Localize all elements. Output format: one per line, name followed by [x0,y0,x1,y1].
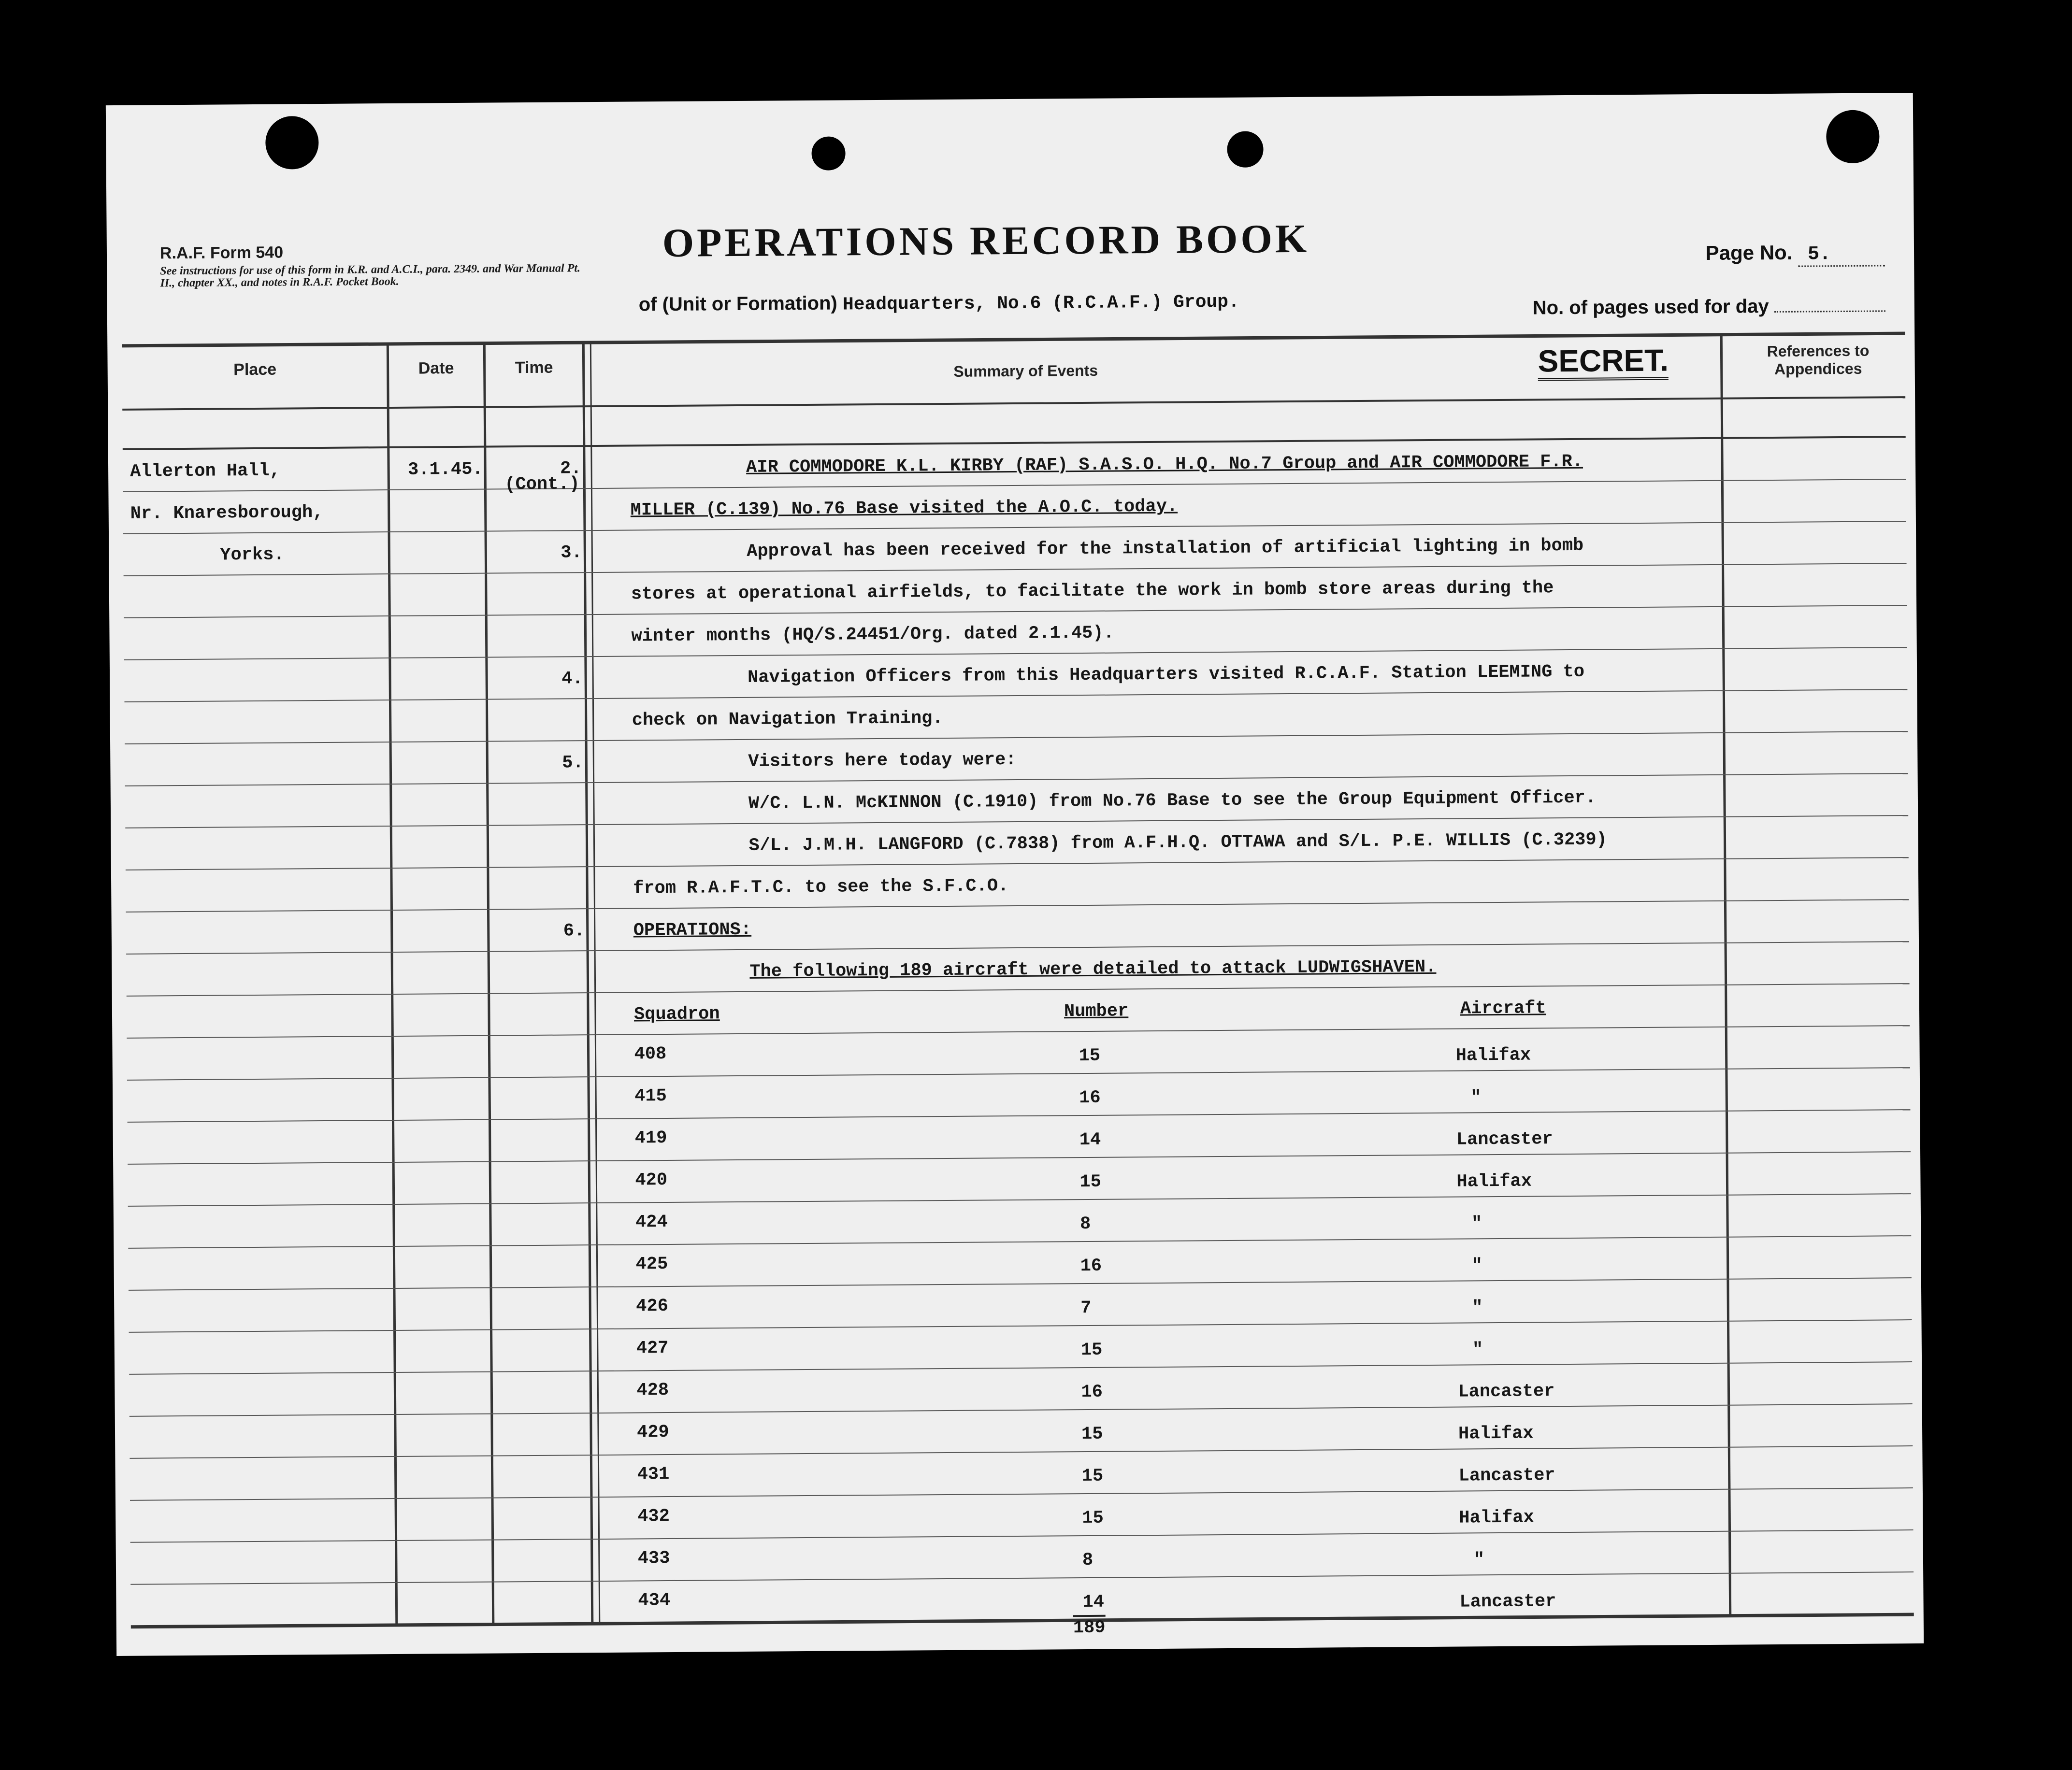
classification-stamp: SECRET. [1538,343,1669,381]
ops-aircraft: " [1473,1550,1485,1570]
ops-squadron: 419 [634,1128,667,1149]
ops-aircraft: " [1471,1256,1483,1276]
summary-line: AIR COMMODORE K.L. KIRBY (RAF) S.A.S.O. H.Q. No.7 Group and AIR COMMODORE F.R. [746,451,1583,478]
ops-squadron: 434 [638,1590,671,1611]
ops-squadron: 429 [636,1422,669,1443]
ops-squadron: 431 [637,1464,670,1485]
ops-header-number: Number [1064,1001,1129,1022]
ops-squadron: 426 [636,1296,668,1317]
ops-squadron: 408 [634,1044,667,1065]
summary-line: The following 189 aircraft were detailed to attack LUDWIGSHAVEN. [749,956,1437,982]
page-number-label: Page No. [1705,241,1793,264]
place-line: Yorks. [220,544,285,566]
ops-aircraft: Lancaster [1459,1591,1556,1613]
ops-aircraft: Halifax [1456,1171,1532,1192]
pages-used-label: No. of pages used for day [1532,296,1769,319]
ops-number: 7 [1080,1298,1092,1319]
ops-number: 15 [1079,1171,1102,1193]
time-note: (Cont.) [504,474,580,495]
place-line: Nr. Knaresborough, [130,502,324,524]
ops-number: 16 [1079,1087,1101,1109]
entry-number: 4. [561,669,583,689]
ops-number: 8 [1082,1550,1094,1571]
ops-squadron: 433 [637,1548,670,1569]
ops-aircraft: Lancaster [1458,1465,1555,1486]
ops-number: 16 [1081,1382,1103,1403]
record-sheet [106,93,1924,1656]
ops-squadron: 415 [634,1086,667,1107]
entry-number: 3. [561,542,582,563]
entry-number: 2. [560,458,582,479]
col-header-time: Time [515,358,553,377]
ops-header-squadron: Squadron [633,1004,720,1025]
summary-line: Visitors here today were: [748,749,1017,772]
summary-line: S/L. J.M.H. LANGFORD (C.7838) from A.F.H.Q. OTTAWA and S/L. P.E. WILLIS (C.3239) [748,829,1607,856]
summary-line: Approval has been received for the installation of artificial lighting in bomb [747,535,1584,562]
entry-number: 6. [563,921,585,942]
ops-aircraft: Lancaster [1458,1381,1555,1402]
ops-aircraft: " [1472,1298,1483,1318]
ruled-grid [106,93,1924,1656]
col-header-date: Date [418,359,454,378]
ops-number: 16 [1080,1256,1102,1277]
unit-label: of (Unit or Formation) [638,292,837,315]
col-header-references: References to Appendices [1767,342,1870,378]
page-title: OPERATIONS RECORD BOOK [662,216,1310,266]
summary-line: Navigation Officers from this Headquarters visited R.C.A.F. Station LEEMING to [747,661,1585,688]
entry-number: 5. [562,753,584,773]
ops-squadron: 428 [636,1380,669,1401]
ops-number: 8 [1079,1213,1091,1235]
operations-heading: OPERATIONS: [633,919,752,941]
summary-line: from R.A.F.T.C. to see the S.F.C.O. [633,876,1009,899]
ops-number: 14 [1079,1129,1101,1151]
ops-squadron: 425 [635,1254,668,1275]
place-line: Allerton Hall, [130,460,281,482]
summary-line: W/C. L.N. McKINNON (C.1910) from No.76 Base to see the Group Equipment Officer. [748,787,1597,814]
ops-number: 15 [1082,1508,1104,1529]
unit-value: Headquarters, No.6 (R.C.A.F.) Group. [842,291,1239,315]
ops-aircraft: Halifax [1455,1045,1531,1066]
ops-number: 15 [1081,1466,1104,1487]
ops-number: 15 [1080,1340,1103,1361]
form-instructions: See instructions for use of this form in K.R. and A.C.I., para. 2349. and War Manual Pt. II., chapter XX., and notes in R.A.F. Pocket Book. [160,261,581,290]
ops-squadron: 424 [635,1212,668,1233]
page-number-value: 5. [1798,243,1885,267]
ops-squadron: 432 [637,1506,670,1527]
ops-squadron: 420 [635,1170,668,1191]
ops-aircraft: Lancaster [1456,1129,1553,1150]
ops-aircraft: " [1471,1213,1482,1234]
ops-total: 189 [1073,1615,1106,1638]
ops-aircraft: Halifax [1458,1423,1534,1444]
ops-aircraft: " [1470,1087,1482,1108]
ops-number: 15 [1081,1424,1103,1445]
ops-aircraft: " [1472,1340,1483,1360]
ops-number: 15 [1079,1045,1101,1067]
summary-line: winter months (HQ/S.24451/Org. dated 2.1.45). [631,623,1114,647]
form-name: R.A.F. Form 540 [159,243,284,263]
ops-aircraft: Halifax [1459,1507,1534,1528]
summary-line: stores at operational airfields, to facilitate the work in bomb store areas during the [631,578,1554,605]
ops-squadron: 427 [636,1338,669,1359]
summary-line: check on Navigation Training. [632,708,943,731]
entry-date: 3.1.45. [407,459,483,480]
col-header-place: Place [233,360,277,379]
col-header-summary: Summary of Events [953,361,1098,380]
ops-header-aircraft: Aircraft [1460,998,1546,1019]
summary-line: MILLER (C.139) No.76 Base visited the A.O.C. today. [630,496,1178,521]
ops-number: 14 [1082,1592,1105,1613]
